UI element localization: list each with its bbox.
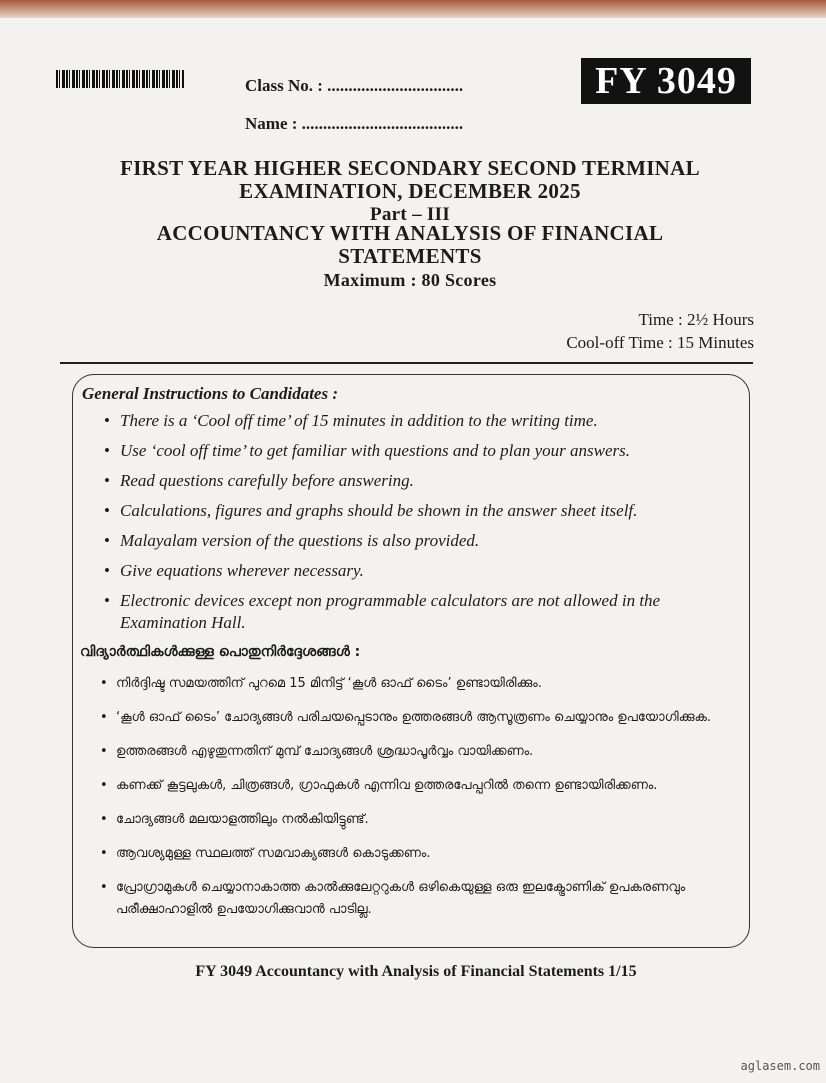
instruction-item-ml: • ഉത്തരങ്ങൾ എഴുതുന്നതിന് മുമ്പ് ചോദ്യങ്ങൾ ശ്രദ്ധാപൂർവ്വം വായിക്കണം. <box>100 741 740 763</box>
instruction-item: • Malayalam version of the questions is also provided. <box>104 530 724 552</box>
instruction-item-ml: • ‘കൂൾ ഓഫ് ടൈം’ ചോദ്യങ്ങൾ പരിചയപ്പെടാനും ഉത്തരങ്ങൾ ആസൂത്രണം ചെയ്യാനും ഉപയോഗിക്കുക. <box>100 707 740 729</box>
instruction-item: • Read questions carefully before answering. <box>104 470 724 492</box>
instruction-item: • Electronic devices except non programmable calculators are not allowed in the Examination Hall. <box>104 590 724 634</box>
subject-line-1: ACCOUNTANCY WITH ANALYSIS OF FINANCIAL <box>156 221 664 245</box>
instruction-item-ml: • കണക്ക് കൂട്ടലുകൾ, ചിത്രങ്ങൾ, ഗ്രാഫുകൾ എന്നിവ ഉത്തരപേപ്പറിൽ തന്നെ ഉണ്ടായിരിക്കണം. <box>100 775 740 797</box>
instruction-item: • Use ‘cool off time’ to get familiar with questions and to plan your answers. <box>104 440 724 462</box>
title-line-2: EXAMINATION, DECEMBER 2025 <box>239 179 581 203</box>
instructions-list-en <box>104 410 724 642</box>
cool-off-time: Cool-off Time : 15 Minutes <box>566 333 754 352</box>
name-field: Name : ...................................... <box>245 114 464 133</box>
instructions-heading-en: General Instructions to Candidates : <box>82 384 338 403</box>
instructions-heading-ml: വിദ്യാർത്ഥികൾക്കുള്ള പൊതുനിർദ്ദേശങ്ങൾ : <box>80 644 361 660</box>
instructions-list-ml <box>100 673 740 933</box>
watermark: aglasem.com <box>740 1059 820 1073</box>
page-footer: FY 3049 Accountancy with Analysis of Financial Statements 1/15 <box>195 963 637 980</box>
instruction-item: • Give equations wherever necessary. <box>104 560 724 582</box>
max-score: Maximum : 80 Scores <box>323 270 497 290</box>
instruction-item-ml: • ആവശ്യമുള്ള സ്ഥലത്ത് സമവാക്യങ്ങൾ കൊടുക്കണം. <box>100 843 740 865</box>
subject-line-2: STATEMENTS <box>338 244 482 268</box>
instruction-item-ml: • പ്രോഗ്രാമുകൾ ചെയ്യാനാകാത്ത കാൽക്കുലേറ്ററുകൾ ഒഴികെയുള്ള ഒരു ഇലക്ട്രോണിക് ഉപകരണവും പരീക്ഷാഹാളിൽ ഉപയോഗിക്കുവാൻ പാടില്ല. <box>100 877 740 921</box>
instruction-item-ml: • ചോദ്യങ്ങൾ മലയാളത്തിലും നൽകിയിട്ടുണ്ട്. <box>100 809 740 831</box>
class-no-field: Class No. : ................................ <box>245 76 464 95</box>
title-part: Part – III <box>369 204 451 225</box>
instruction-item: • There is a ‘Cool off time’ of 15 minutes in addition to the writing time. <box>104 410 724 432</box>
barcode <box>56 70 184 88</box>
time-duration: Time : 2½ Hours <box>638 310 754 329</box>
paper-code: FY 3049 <box>581 58 751 104</box>
title-line-1: FIRST YEAR HIGHER SECONDARY SECOND TERMINAL <box>120 156 700 180</box>
divider <box>60 362 753 364</box>
instruction-item-ml: • നിർദ്ദിഷ്ട സമയത്തിന് പുറമെ 15 മിനിട്ട് ‘കൂൾ ഓഫ് ടൈം’ ഉണ്ടായിരിക്കും. <box>100 673 740 695</box>
instruction-item: • Calculations, figures and graphs should be shown in the answer sheet itself. <box>104 500 724 522</box>
